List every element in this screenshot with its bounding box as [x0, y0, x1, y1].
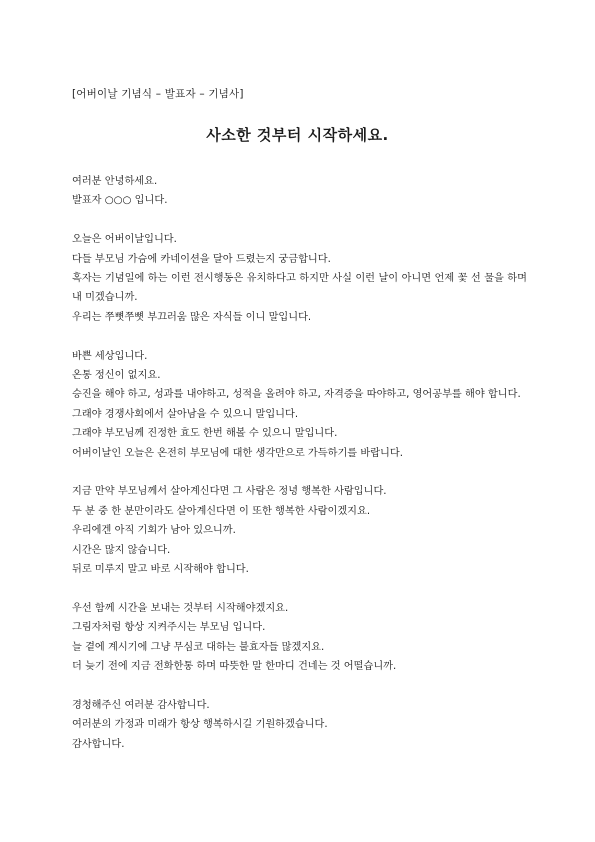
body-line: 혹자는 기념일에 하는 이런 전시행동은 유치하다고 하지만 사실 이런 날이 아니면 언제 꽃 선 물을 하며 내 미겠습니까. [72, 273, 527, 304]
body-line: 늘 곁에 계시기에 그냥 무심코 대하는 불효자들 많겠지요. [72, 641, 325, 653]
body-line: 여러분의 가정과 미래가 항상 행복하시길 기원하겠습니다. [72, 719, 328, 731]
paragraph-closing [72, 696, 527, 754]
body-line: 바쁜 세상입니다. [72, 350, 148, 362]
body-line: 우리는 쭈뼛쭈뼛 부끄러움 많은 자식들 이니 말입니다. [72, 311, 312, 323]
body-line: 그림자처럼 항상 지켜주시는 부모님 입니다. [72, 622, 266, 634]
body-line: 그래야 경쟁사회에서 살아남을 수 있으니 말입니다. [72, 408, 299, 420]
body-line: 여러분 안녕하세요. [72, 176, 158, 187]
paragraph-parents-day [72, 230, 527, 327]
body-line: 어버이날인 오늘은 온전히 부모님에 대한 생각만으로 가득하기를 바랍니다. [72, 447, 403, 459]
body-line: 다들 부모님 가슴에 카네이션을 달아 드렸는지 궁금합니다. [72, 253, 331, 265]
body-line: 두 분 중 한 분만이라도 살아계신다면 이 또한 행복한 사람이겠지요. [72, 505, 371, 517]
body-line: 더 늦기 전에 지금 전화한통 하며 따뜻한 말 한마디 건네는 것 어떨습니까. [72, 661, 397, 673]
body-line: 승진을 해야 하고, 성과를 내야하고, 성적을 올려야 하고, 자격증을 따야하고, 영어공부를 해야 합니다. [72, 389, 521, 401]
body-line: 발표자 ○○○ 입니다. [72, 195, 168, 207]
body-line: 우선 함께 시간을 보내는 것부터 시작해야겠지요. [72, 602, 289, 614]
body-line: 경청해주신 여러분 감사합니다. [72, 699, 210, 711]
body-line: 그래야 부모님께 진정한 효도 한번 해볼 수 있으니 말입니다. [72, 428, 338, 440]
body-line: 오늘은 어버이날입니다. [72, 234, 177, 246]
paragraph-greeting [72, 172, 527, 211]
body-line: 지금 만약 부모님께서 살아계신다면 그 사람은 정녕 행복한 사람입니다. [72, 486, 387, 498]
body-line: 시간은 많지 않습니다. [72, 544, 171, 556]
body-line: 뒤로 미루지 말고 바로 시작해야 합니다. [72, 564, 249, 576]
body-line: 우리에겐 아직 기회가 남아 있으니까. [72, 525, 236, 537]
body-line: 감사합니다. [72, 738, 125, 750]
body-line: 온통 정신이 없지요. [72, 370, 161, 382]
document-title: 사소한 것부터 시작하세요. [206, 126, 389, 144]
paragraph-happiness [72, 482, 527, 579]
paragraph-start-now [72, 599, 527, 677]
event-header-tag: [어버이날 기념식 – 발표자 – 기념사] [72, 88, 244, 100]
paragraph-busy-world [72, 347, 527, 463]
document-body [72, 172, 527, 774]
